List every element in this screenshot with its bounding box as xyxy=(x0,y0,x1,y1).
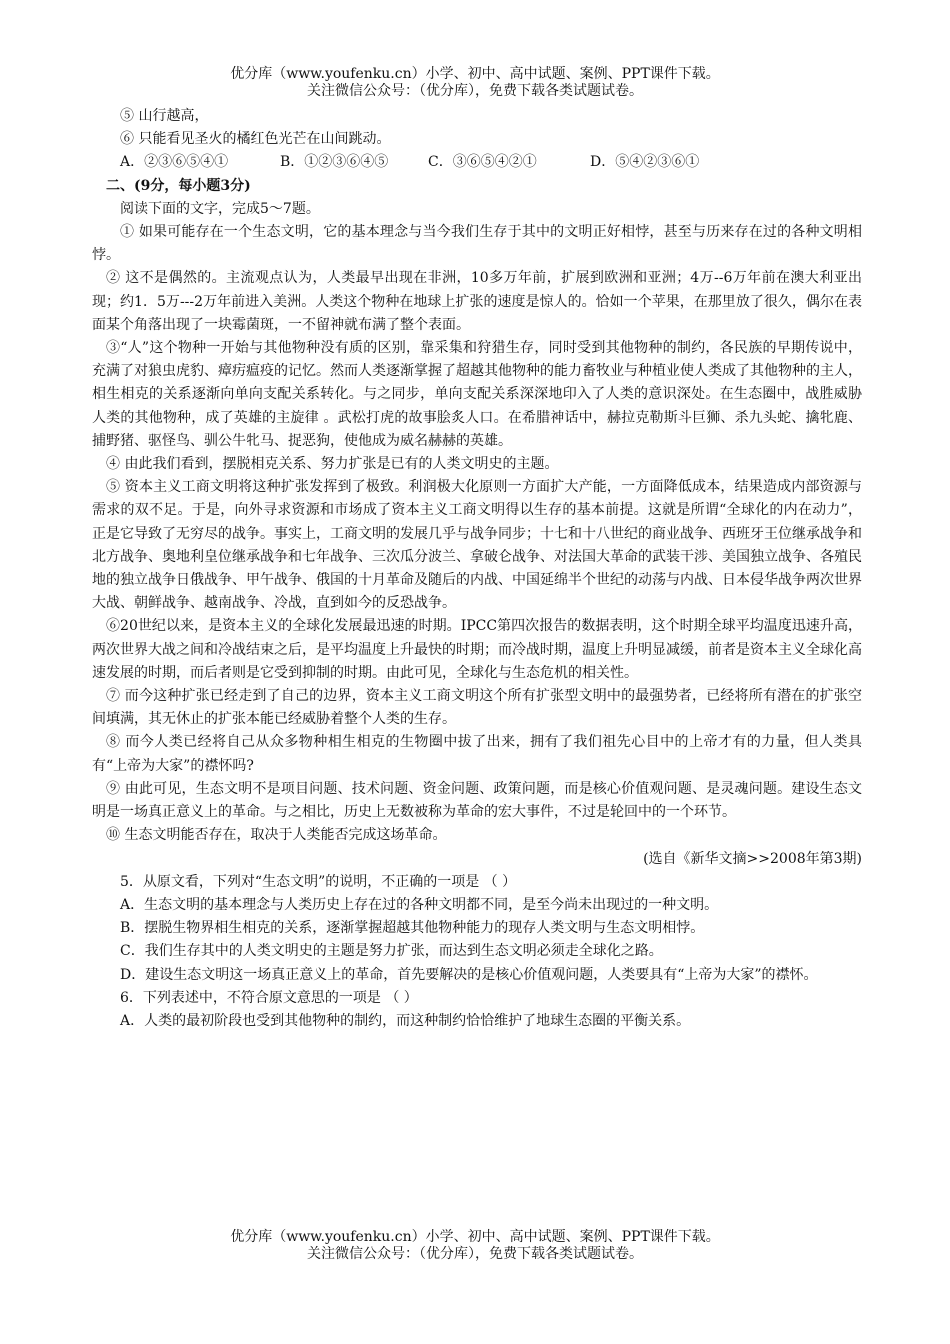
header-line-2: 关注微信公众号：（优分库），免费下载各类试题试卷。 xyxy=(307,83,643,99)
paragraph-1: ① 如果可能存在一个生态文明，它的基本理念与当今我们生存于其中的文明正好相悖，甚至与历来存在过的各种文明相悖。 xyxy=(92,224,862,264)
paragraph-7: ⑦ 而今这种扩张已经走到了自己的边界，资本主义工商文明这个所有扩张型文明中的最强势者，已经将所有潜在的扩张空间填满，其无休止的扩张本能已经威胁着整个人类的生存。 xyxy=(92,688,862,728)
paragraph-6: ⑥20世纪以来，是资本主义的全球化发展最迅速的时期。IPCC第四次报告的数据表明，这个时期全球平均温度迅速升高，两次世界大战之间和冷战结束之后，是平均温度上升最快的时期；而冷战时期，温度上升明显减缓，前者是资本主义全球化高速发展的时期，而后者则是它受到抑制的时期。由此可见，全球化与生态危机的相关性。 xyxy=(92,618,862,681)
question-5-option-a: A．生态文明的基本理念与人类历史上存在过的各种文明都不同，是至今尚未出现过的一种文明。 xyxy=(120,896,719,913)
prev-option-d: D．⑤④②③⑥① xyxy=(590,154,700,171)
footer-line-1: 优分库（www.youfenku.cn）小学、初中、高中试题、案例、PPT课件下载。 xyxy=(230,1229,720,1245)
footer-line-2: 关注微信公众号：（优分库），免费下载各类试题试卷。 xyxy=(307,1246,643,1262)
question-5-option-d: D．建设生态文明这一场真正意义上的革命，首先要解决的是核心价值观问题，人类要具有“上帝为大家”的襟怀。 xyxy=(120,966,818,983)
source-citation: (选自《新华文摘>>2008年第3期) xyxy=(643,850,862,867)
prev-option-c: C．③⑥⑤④②① xyxy=(428,154,537,171)
paragraph-4: ④ 由此我们看到，摆脱相克关系、努力扩张是已有的人类文明史的主题。 xyxy=(106,456,559,473)
paragraph-8: ⑧ 而今人类已经将自己从众多物种相生相克的生物圈中拔了出来，拥有了我们祖先心目中的上帝才有的力量，但人类具有“上帝为大家”的襟怀吗? xyxy=(92,734,862,774)
header-line-1: 优分库（www.youfenku.cn）小学、初中、高中试题、案例、PPT课件下载。 xyxy=(230,66,720,82)
prev-item-6: ⑥ 只能看见圣火的橘红色光芒在山间跳动。 xyxy=(120,131,391,148)
prev-item-5: ⑤ 山行越高， xyxy=(120,108,209,124)
section-instruction: 阅读下面的文字，完成5～7题。 xyxy=(120,200,320,217)
paragraph-10: ⑩ 生态文明能否存在，取决于人类能否完成这场革命。 xyxy=(106,827,447,844)
question-6-option-a: A．人类的最初阶段也受到其他物种的制约，而这种制约恰恰维护了地球生态圈的平衡关系。 xyxy=(120,1012,691,1029)
section-title: 二、(9分，每小题3分) xyxy=(106,177,251,194)
question-5-option-b: B．摆脱生物界相生相克的关系，逐渐掌握超越其他物种能力的现存人类文明与生态文明相悖。 xyxy=(120,920,705,937)
paragraph-3: ③“人”这个物种一开始与其他物种没有质的区别，靠采集和狩猎生存，同时受到其他物种的制约，各民族的早期传说中，充满了对狼虫虎豹、瘴疠瘟疫的记忆。然而人类逐渐掌握了超越其他物种的能力畜牧业与种植业使人类成了其他物种的主人，相生相克的关系逐渐向单向支配关系转化。与之同步，单向支配关系深深地印入了人类的意识深处。在生态圈中，战胜威胁 人类的其他物种，成了英雄的主旋律 。武松打虎的故事脍炙人口。在希腊神话中，赫拉克勒斯斗巨狮、杀九头蛇、擒牝鹿、捕野猪、驱怪鸟、驯公牛牝马、捉恶狗，使他成为威名赫赫的英雄。 xyxy=(92,340,862,449)
prev-option-b: B．①②③⑥④⑤ xyxy=(280,154,389,171)
prev-option-a: A．②③⑥⑤④① xyxy=(120,154,229,171)
question-6-stem: 6．下列表述中，不符合原文意思的一项是 （ ） xyxy=(120,989,418,1006)
question-5-option-c: C．我们生存其中的人类文明史的主题是努力扩张，而达到生态文明必须走全球化之路。 xyxy=(120,943,663,960)
prev-options xyxy=(92,151,862,174)
question-5-stem: 5．从原文看，下列对“生态文明”的说明，不正确的一项是 （ ） xyxy=(120,873,517,890)
document-body xyxy=(92,105,862,1033)
paragraph-5: ⑤ 资本主义工商文明将这种扩张发挥到了极致。利润极大化原则一方面扩大产能，一方面降低成本，结果造成内部资源与需求的双不足。于是，向外寻求资源和市场成了资本主义工商文明得以生存的基本前提。这就是所谓“全球化的内在动力”，正是它导致了无穷尽的战争。事实上，工商文明的发展几乎与战争同步；十七和十八世纪的商业战争、西班牙王位继承战争和北方战争、奥地利皇位继承战争和七年战争、三次瓜分波兰、拿破仑战争、对法国大革命的武装干涉、美国独立战争、各殖民地的独立战争日俄战争、甲午战争、俄国的十月革命及随后的内战、中国延绵半个世纪的动荡与内战、日本侵华战争两次世界大战、朝鲜战争、越南战争、冷战，直到如今的反恐战争。 xyxy=(92,479,862,612)
paragraph-2: ② 这不是偶然的。主流观点认为，人类最早出现在非洲，10多万年前，扩展到欧洲和亚洲；4万--6万年前在澳大利亚出现；约1．5万---2万年前进入美洲。人类这个物种在地球上扩张的速度是惊人的。恰如一个苹果，在那里放了很久，偶尔在表面某个角落出现了一块霉菌斑，一不留神就布满了整个表面。 xyxy=(92,270,862,333)
page-header xyxy=(0,66,950,100)
paragraph-9: ⑨ 由此可见，生态文明不是项目问题、技术问题、资金问题、政策问题，而是核心价值观问题、是灵魂问题。建设生态文明是一场真正意义上的革命。与之相比，历史上无数被称为革命的宏大事件，不过是轮回中的一个环节。 xyxy=(92,780,862,821)
page-footer xyxy=(0,1229,950,1263)
